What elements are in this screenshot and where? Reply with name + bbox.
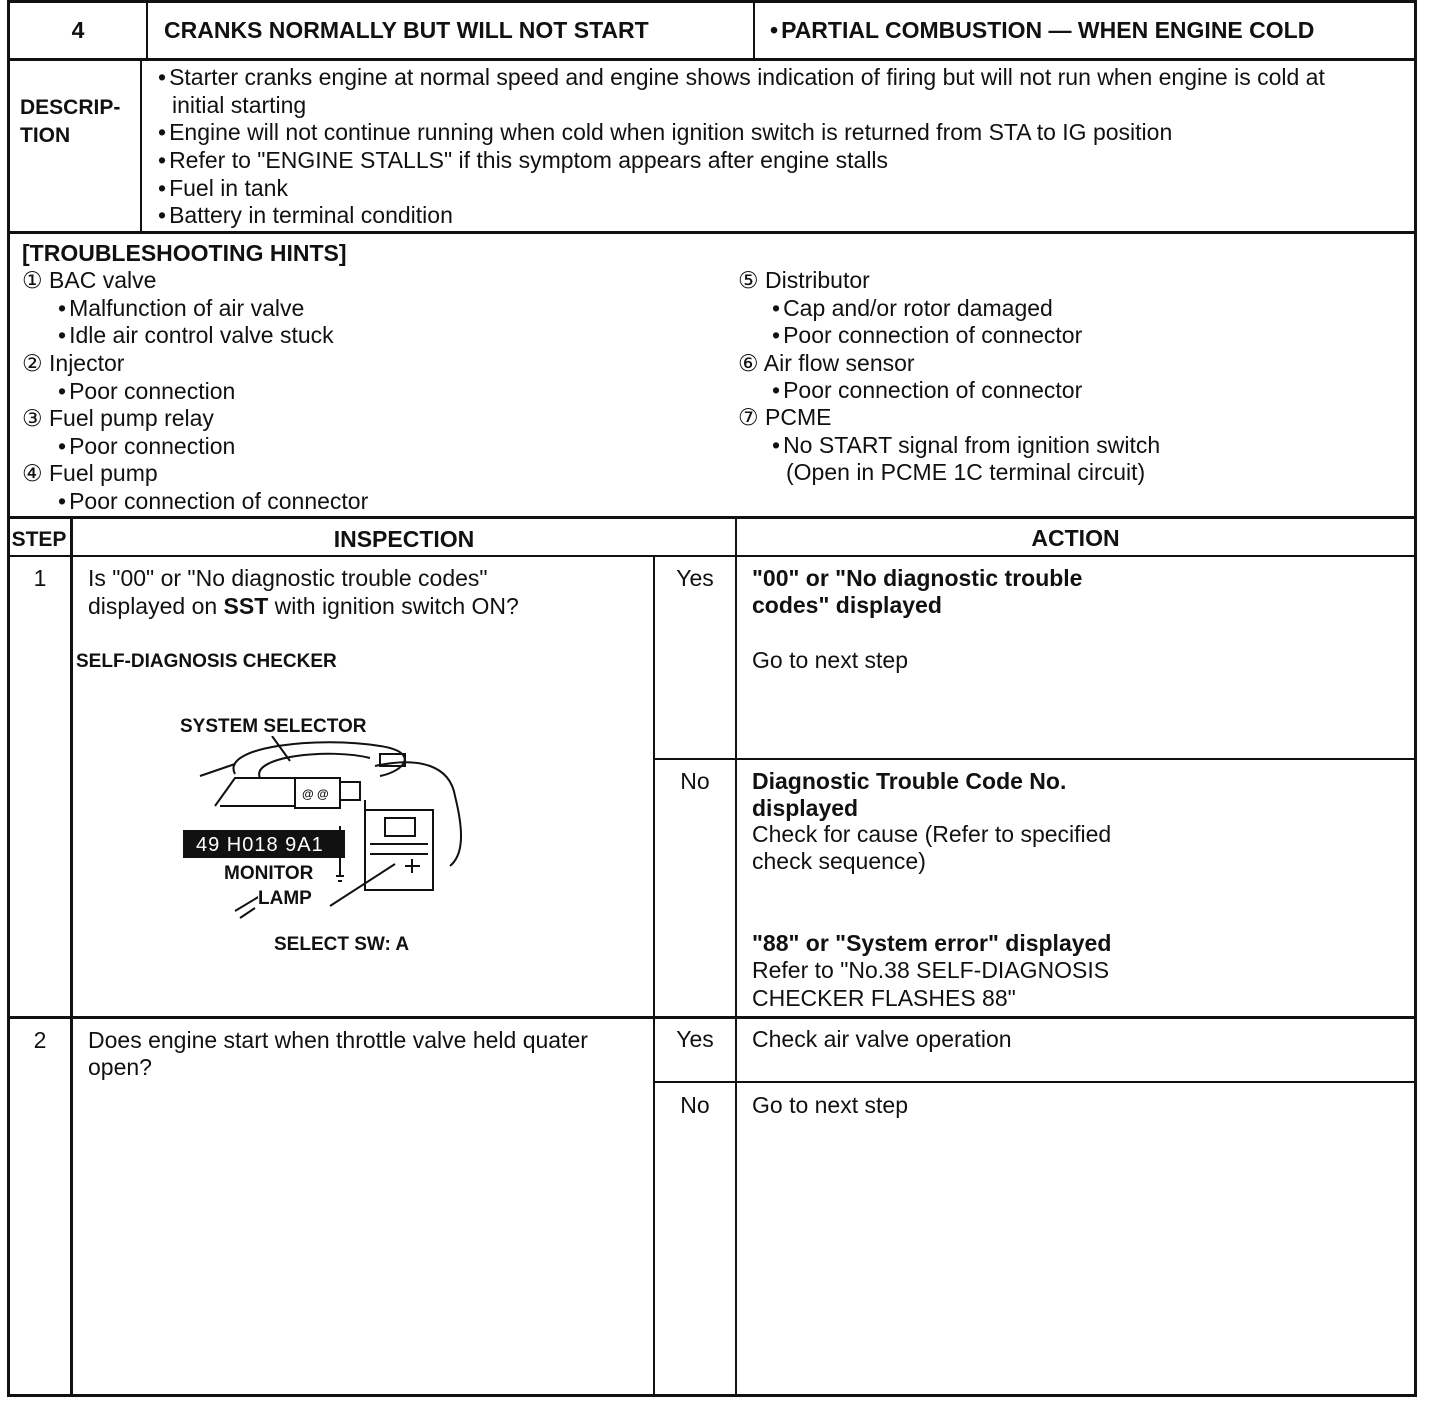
figure-caption: SELF-DIAGNOSIS CHECKER <box>76 651 337 672</box>
symptom-condition: • PARTIAL COMBUSTION — WHEN ENGINE COLD <box>770 17 1314 44</box>
step2-question-line1: Does engine start when throttle valve held quater <box>88 1027 588 1053</box>
step2-yes-action: Check air valve operation <box>752 1026 1012 1052</box>
step1-no-action-1: Check for cause (Refer to specified <box>752 821 1112 847</box>
hint-heading: ④ Fuel pump <box>22 460 158 486</box>
col-yesno-divider <box>653 557 655 1397</box>
symptom-title: CRANKS NORMALLY BUT WILL NOT START <box>164 17 649 43</box>
hint-item: • Idle air control valve stuck <box>58 322 334 349</box>
hint-item: • Cap and/or rotor damaged <box>772 295 1053 322</box>
table-header-bottom-line <box>7 555 1417 557</box>
col-header-inspection: INSPECTION <box>333 526 475 552</box>
step1-yes-action: Go to next step <box>752 647 908 673</box>
hint-heading: ① BAC valve <box>22 267 157 293</box>
hint-heading: ③ Fuel pump relay <box>22 405 214 431</box>
answer-yes-label: Yes <box>676 1026 714 1052</box>
step1-no-action-3: Refer to "No.38 SELF-DIAGNOSIS <box>752 957 1110 983</box>
description-bottom-line <box>7 231 1417 234</box>
description-item: • Engine will not continue running when cold when ignition switch is returned from STA to IG position <box>158 119 1172 146</box>
hint-item: • Malfunction of air valve <box>58 295 304 322</box>
step1-no-result-1: Diagnostic Trouble Code No. <box>752 768 1067 794</box>
step1-question-line1: Is "00" or "No diagnostic trouble codes" <box>88 565 488 591</box>
step2-yesno-split <box>653 1081 1417 1083</box>
hints-bottom-line <box>7 516 1417 519</box>
hint-item: • Poor connection of connector <box>772 322 1082 349</box>
hint-heading: ② Injector <box>22 350 125 376</box>
sst-label: SST <box>223 593 269 619</box>
col-step-divider <box>70 518 73 1397</box>
description-label-1: DESCRIP- <box>20 96 121 119</box>
svg-text:@ @: @ @ <box>302 787 329 801</box>
frame-top <box>7 0 1417 3</box>
description-label-2: TION <box>20 124 71 147</box>
step1-no-result-3: "88" or "System error" displayed <box>752 930 1112 956</box>
part-number: 49 H018 9A1 <box>196 834 324 856</box>
hint-heading: ⑥ Air flow sensor <box>738 350 915 376</box>
hint-item: • Poor connection of connector <box>772 377 1082 404</box>
step1-yesno-split <box>653 758 1417 760</box>
hint-heading: ⑦ PCME <box>738 404 832 430</box>
description-divider <box>140 60 142 233</box>
step1-no-action-2: check sequence) <box>752 848 926 874</box>
step1-yes-result-1: "00" or "No diagnostic trouble <box>752 565 1083 591</box>
figure-label-select-sw: SELECT SW: A <box>274 934 410 955</box>
description-item-cont: initial starting <box>172 92 307 118</box>
hint-item: • Poor connection <box>58 378 235 405</box>
hint-item: • Poor connection of connector <box>58 488 368 515</box>
col-header-step: STEP <box>11 528 67 551</box>
step2-question-line2: open? <box>88 1054 152 1080</box>
figure-label-selector: SYSTEM SELECTOR <box>180 716 367 737</box>
col-header-action: ACTION <box>1031 525 1120 551</box>
symptom-number: 4 <box>71 17 85 43</box>
header-divider-1 <box>146 0 148 60</box>
col-action-divider <box>735 518 737 1397</box>
step1-no-action-4: CHECKER FLASHES 88" <box>752 985 1016 1011</box>
figure-label-monitor: MONITOR <box>224 863 314 884</box>
step1-question-post: with ignition switch ON? <box>268 593 519 619</box>
hint-item: • Poor connection <box>58 433 235 460</box>
answer-yes-label: Yes <box>676 565 714 591</box>
step-number: 1 <box>33 565 47 591</box>
step-number: 2 <box>33 1027 47 1053</box>
step1-no-result-2: displayed <box>752 795 859 821</box>
step1-yes-result-2: codes" displayed <box>752 592 942 618</box>
step1-question-pre: displayed on <box>88 593 224 619</box>
frame-right <box>1414 0 1417 1397</box>
step1-question-line2 <box>88 593 519 620</box>
description-item: • Fuel in tank <box>158 175 288 202</box>
hint-item-cont: (Open in PCME 1C terminal circuit) <box>786 459 1146 485</box>
description-item: • Refer to "ENGINE STALLS" if this symptom appears after engine stalls <box>158 147 888 174</box>
hint-heading: ⑤ Distributor <box>738 267 870 293</box>
frame-left <box>7 0 10 1397</box>
figure-label-lamp: LAMP <box>258 888 312 909</box>
frame-bottom <box>7 1394 1417 1397</box>
step-row-divider <box>7 1016 1417 1019</box>
answer-no-label: No <box>680 1092 710 1118</box>
hint-item: • No START signal from ignition switch <box>772 432 1160 459</box>
answer-no-label: No <box>680 768 710 794</box>
description-item: • Battery in terminal condition <box>158 202 453 229</box>
hints-title: [TROUBLESHOOTING HINTS] <box>22 240 347 266</box>
header-divider-2 <box>753 0 755 60</box>
header-bottom-line <box>7 58 1417 61</box>
description-item: • Starter cranks engine at normal speed and engine shows indication of firing but will not run when engine is cold at <box>158 64 1325 91</box>
step2-no-action: Go to next step <box>752 1092 908 1118</box>
